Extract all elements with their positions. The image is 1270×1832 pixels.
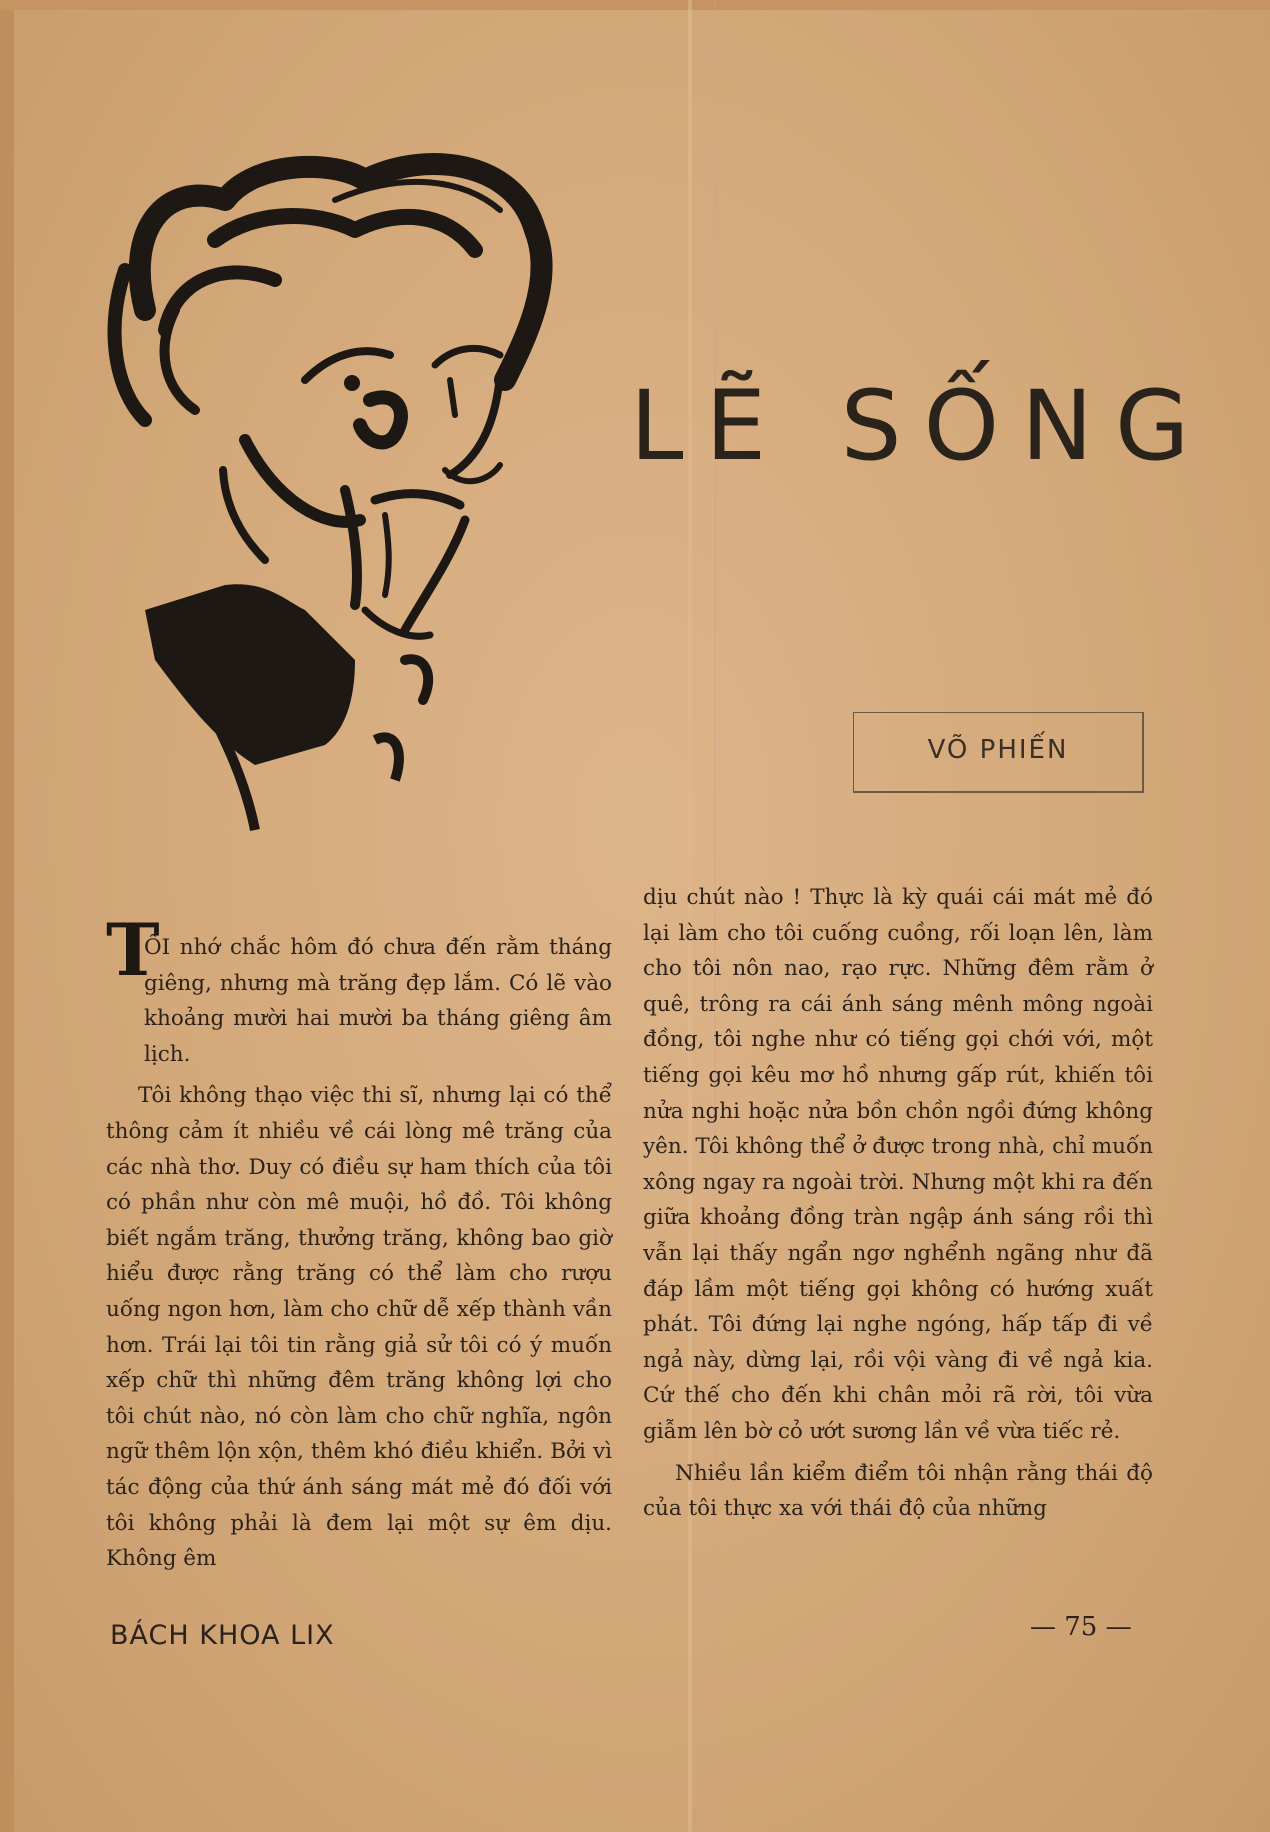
paragraph: Nhiều lần kiểm điểm tôi nhận rằng thái độ của tôi thực xa với thái độ của những — [643, 1460, 1153, 1522]
paragraph: dịu chút nào ! Thực là kỳ quái cái mát mẻ đó lại làm cho tôi cuống cuồng, rối loạn lên, làm cho tôi nôn nao, rạo rực. Những đêm rằm ở quê, trông ra cái ánh sáng mênh mông ngoài đồng, tôi nghe như có tiếng gọi chới với, một tiếng gọi kêu mơ hồ nhưng gấp rút, khiến tôi nửa nghi hoặc nửa bồn chồn ngồi đứng không yên. Tôi không thể ở được trong nhà, chỉ muốn xông ngay ra ngoài trời. Nhưng một khi ra đến giữa khoảng đồng tràn ngập ánh sáng rồi thì vẫn lại thấy ngẩn ngơ nghểnh ngãng như đã đáp lầm một tiếng gọi không có hướng xuất phát. Tôi đứng lại nghe ngóng, hấp tấp đi về ngả này, dừng lại, rồi vội vàng đi về ngả kia. Cứ thế cho đến khi chân mỏi rã rời, tôi vừa giẫm lên bờ cỏ ướt sương lần về vừa tiếc rẻ. — [643, 885, 1153, 1444]
first-paragraph — [106, 907, 612, 1072]
paragraph: Tôi không thạo việc thi sĩ, nhưng lại có thể thông cảm ít nhiều về cái lòng mê trăng của các nhà thơ. Duy có điều sự ham thích của tôi có phần như còn mê muội, hồ đồ. Tôi không biết ngắm trăng, thưởng trăng, không bao giờ hiểu được rằng trăng có thể làm cho rượu uống ngon hơn, làm cho chữ dễ xếp thành vần hơn. Trái lại tôi tin rằng giả sử tôi có ý muốn xếp chữ thì những đêm trăng không lợi cho tôi chút nào, nó còn làm cho chữ nghĩa, ngôn ngữ thêm lộn xộn, thêm khó điều khiển. Bởi vì tác động của thứ ánh sáng mát mẻ đó đối với tôi không phải là đem lại một sự êm dịu. Không êm — [106, 1083, 612, 1572]
ink-portrait-illustration — [105, 140, 625, 840]
article-title: LẼ SỐNG — [630, 370, 1212, 482]
article-column-left — [106, 907, 612, 1577]
publication-name: BÁCH KHOA LIX — [110, 1620, 335, 1651]
author-box — [853, 712, 1144, 793]
article-column-right — [643, 880, 1153, 1527]
page-number: — 75 — — [1030, 1612, 1132, 1642]
page-edge-top — [0, 0, 1270, 10]
page-edge-left — [0, 0, 14, 1832]
author-name: VÕ PHIẾN — [927, 735, 1069, 765]
dropcap-letter: T — [106, 907, 160, 992]
paragraph: ÔI nhớ chắc hôm đó chưa đến rằm tháng giêng, nhưng mà trăng đẹp lắm. Có lẽ vào khoảng mười hai mười ba tháng giêng âm lịch. — [144, 935, 612, 1067]
